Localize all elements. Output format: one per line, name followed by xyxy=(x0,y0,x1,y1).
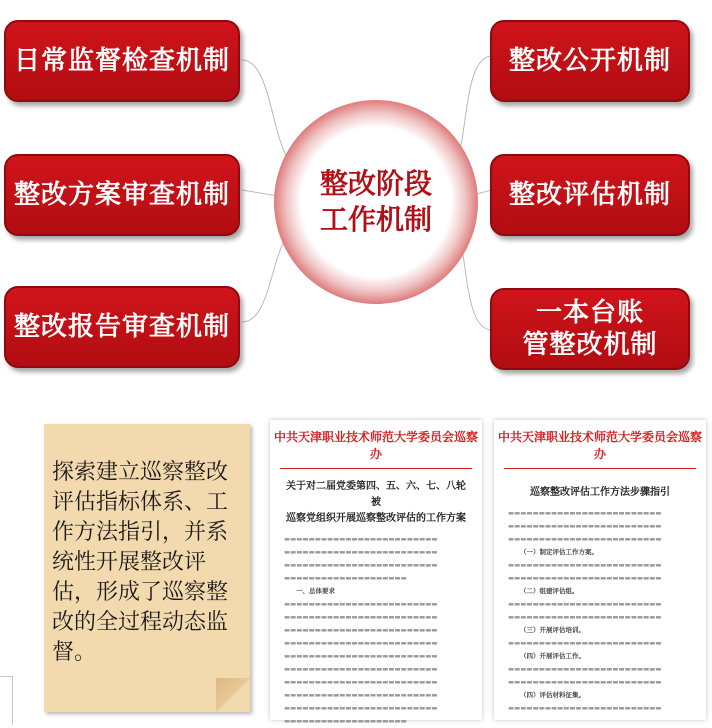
body-line: ▬▬▬▬▬▬▬▬▬▬▬▬▬▬▬▬▬▬▬▬▬▬▬▬▬ xyxy=(508,678,662,686)
body-line: ▬▬▬▬▬▬▬▬▬▬▬▬▬▬▬▬▬▬▬▬▬▬▬▬▬ xyxy=(284,548,438,556)
body-line: ▬▬▬▬▬▬▬▬▬▬▬▬▬▬▬▬▬▬▬▬▬▬▬▬▬ xyxy=(508,600,662,608)
note-card xyxy=(44,424,250,712)
body-line: ▬▬▬▬▬▬▬▬▬▬▬▬▬▬▬▬▬▬▬▬▬▬▬▬▬ xyxy=(284,704,438,712)
doc-title xyxy=(282,479,470,527)
note-fold-corner xyxy=(216,678,250,712)
body-line: ▬▬▬▬▬▬▬▬▬▬▬▬▬▬▬▬▬▬▬▬▬▬▬▬▬ xyxy=(284,561,438,569)
body-line: ▬▬▬▬▬▬▬▬▬▬▬▬▬▬▬▬▬▬▬▬▬▬▬▬▬ xyxy=(284,613,438,621)
body-line: ▬▬▬▬▬▬▬▬▬▬▬▬▬▬▬▬▬▬▬▬ xyxy=(284,574,407,582)
doc-title: 巡察整改评估工作方法步骤指引 xyxy=(530,487,670,498)
body-line: ▬▬▬▬▬▬▬▬▬▬▬▬▬▬▬▬▬▬▬▬▬▬▬▬▬ xyxy=(284,678,438,686)
doc-item: （四）评估材料征集。 xyxy=(520,691,585,699)
body-line: ▬▬▬▬▬▬▬▬▬▬▬▬▬▬▬▬▬▬▬▬▬▬▬▬▬ xyxy=(284,691,438,699)
doc-item: （一）制定评估工作方案。 xyxy=(520,548,598,556)
body-line: ▬▬▬▬▬▬▬▬▬▬▬▬▬▬▬▬▬▬▬▬▬▬▬▬▬ xyxy=(508,613,662,621)
page-edge-fragment xyxy=(0,676,13,725)
body-line: ▬▬▬▬▬▬▬▬▬▬▬▬▬▬▬▬▬▬▬▬▬▬▬▬▬ xyxy=(508,639,662,647)
body-line: ▬▬▬▬▬▬▬▬▬▬▬▬▬▬▬▬▬▬▬▬▬▬▬▬▬ xyxy=(284,639,438,647)
box-ledger xyxy=(490,288,690,370)
doc-item: （二）组建评估组。 xyxy=(520,587,579,595)
body-line: ▬▬▬▬▬▬▬▬▬▬▬▬▬▬▬▬▬▬▬▬▬▬▬▬▬ xyxy=(284,665,438,673)
doc-header: 中共天津职业技术师范大学委员会巡察办 xyxy=(273,430,478,461)
box-label: 整改评估机制 xyxy=(508,179,671,210)
body-line: ▬▬▬▬▬▬▬▬▬▬▬▬▬▬▬▬▬▬▬▬▬▬▬▬▬ xyxy=(508,561,662,569)
body-line: ▬▬▬▬▬▬▬▬▬▬▬▬▬▬▬▬▬▬▬▬ xyxy=(284,717,407,725)
doc-body-lines xyxy=(494,507,706,715)
doc-header-rule xyxy=(280,468,472,469)
body-line: ▬▬▬▬▬▬▬▬▬▬▬▬▬▬▬▬▬▬▬▬▬▬▬▬▬ xyxy=(284,600,438,608)
box-label: 日常监督检查机制 xyxy=(13,45,230,76)
doc-item: （三）开展评估培训。 xyxy=(520,626,585,634)
box-evaluation xyxy=(490,154,690,236)
box-plan-review xyxy=(4,154,240,236)
box-label: 整改报告审查机制 xyxy=(13,311,230,342)
box-daily-supervision xyxy=(4,20,240,102)
box-label-line2: 管整改机制 xyxy=(522,330,658,360)
doc-header-rule xyxy=(504,468,696,469)
note-text: 探索建立巡察整改评估指标体系、工作方法指引，并系统性开展整改评估，形成了巡察整改的全过程动态监督。 xyxy=(52,460,229,665)
body-line: ▬▬▬▬▬▬▬▬▬▬▬▬▬▬▬▬▬▬▬▬▬▬▬▬▬ xyxy=(284,535,438,543)
body-line: ▬▬▬▬▬▬▬▬▬▬▬▬▬▬▬▬▬▬▬▬▬▬▬▬▬ xyxy=(508,509,662,517)
doc-body-lines xyxy=(270,533,482,728)
box-public xyxy=(490,20,690,102)
body-line: ▬▬▬▬▬▬▬▬▬▬▬▬▬▬▬▬▬▬▬▬▬▬▬▬▬ xyxy=(508,665,662,673)
box-report-review xyxy=(4,286,240,368)
document-work-plan xyxy=(270,420,482,725)
box-label: 整改方案审查机制 xyxy=(13,179,230,210)
body-line: ▬▬▬▬▬▬▬▬▬▬▬▬▬▬▬▬▬▬▬▬▬▬▬▬▬ xyxy=(508,535,662,543)
center-line1: 整改阶段 xyxy=(319,166,432,200)
doc-title-line2: 巡察党组织开展巡察整改评估的工作方案 xyxy=(286,513,466,524)
body-line: ▬▬▬▬▬▬▬▬▬▬▬▬▬▬▬▬▬▬▬▬▬▬▬▬▬ xyxy=(284,652,438,660)
body-line: ▬▬▬▬▬▬▬▬▬▬▬▬▬▬▬▬▬▬▬▬▬▬▬▬▬ xyxy=(284,626,438,634)
body-line: ▬▬▬▬▬▬▬▬▬▬▬▬▬▬▬▬▬▬▬▬▬▬▬▬▬ xyxy=(508,522,662,530)
center-label xyxy=(274,100,478,304)
box-label-line1: 一本台账 xyxy=(535,297,644,328)
doc-title-line1: 关于对二届党委第四、五、六、七、八轮被 xyxy=(286,481,466,508)
center-line2: 工作机制 xyxy=(319,203,432,236)
doc-section: 一、总体要求 xyxy=(296,587,335,595)
body-line: ▬▬▬▬▬▬▬▬▬▬▬▬▬▬▬▬▬▬▬▬▬▬▬▬▬ xyxy=(508,704,662,712)
document-method-guide xyxy=(494,420,706,720)
body-line: ▬▬▬▬▬▬▬▬▬▬▬▬▬▬▬▬▬▬▬▬▬▬▬▬▬ xyxy=(508,574,662,582)
doc-header: 中共天津职业技术师范大学委员会巡察办 xyxy=(497,430,702,461)
box-label: 整改公开机制 xyxy=(508,45,671,76)
doc-item: （四）开展评估工作。 xyxy=(520,652,585,660)
